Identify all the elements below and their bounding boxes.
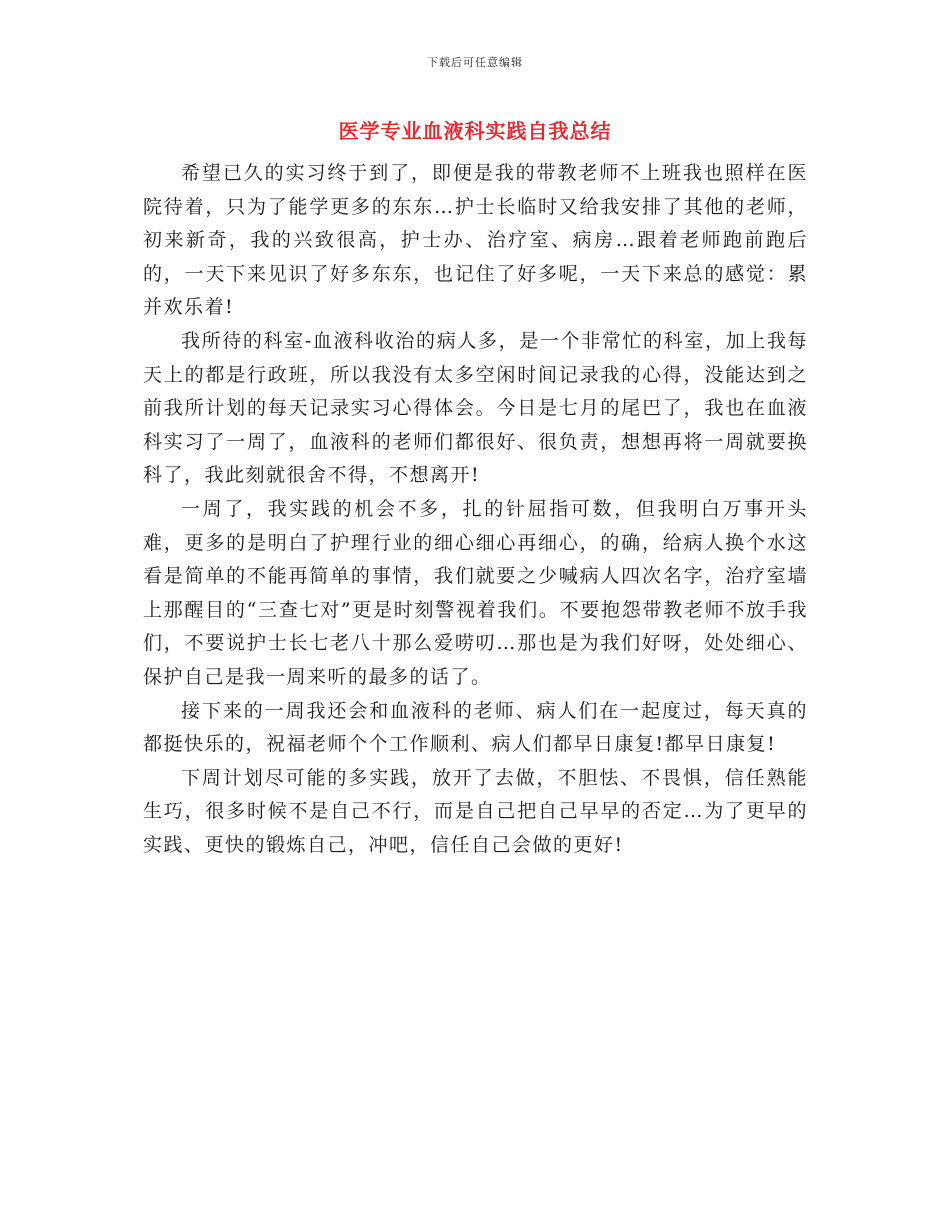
paragraph: 接下来的一周我还会和血液科的老师、病人们在一起度过，每天真的都挺快乐的，祝福老师个个工作顺利、病人们都早日康复!都早日康复! [143, 699, 808, 756]
header-note: 下载后可任意编辑 [427, 56, 523, 69]
paragraph: 一周了，我实践的机会不多，扎的针屈指可数，但我明白万事开头难，更多的是明白了护理行业的细心细心再细心，的确，给病人换个水这看是简单的不能再简单的事情，我们就要之少喊病人四次名字，治疗室墙上那醒目的“三查七对”更是时刻警视着我们。不要抱怨带教老师不放手我们，不要说护士长七老八十那么爱唠叨…那也是为我们好呀，处处细心、保护自己是我一周来听的最多的话了。 [143, 497, 808, 688]
paragraph: 我所待的科室-血液科收治的病人多，是一个非常忙的科室，加上我每天上的都是行政班，所以我没有太多空闲时间记录我的心得，没能达到之前我所计划的每天记录实习心得体会。今日是七月的尾巴了，我也在血液科实习了一周了，血液科的老师们都很好、很负责，想想再将一周就要换科了，我此刻就很舍不得，不想离开! [143, 329, 808, 487]
document-body [143, 157, 808, 862]
paragraph: 下周计划尽可能的多实践，放开了去做，不胆怯、不畏惧，信任熟能生巧，很多时候不是自己不行，而是自己把自己早早的否定…为了更早的实践、更快的锻炼自己，冲吧，信任自己会做的更好! [143, 766, 808, 856]
paragraph: 希望已久的实习终于到了，即便是我的带教老师不上班我也照样在医院待着，只为了能学更多的东东…护士长临时又给我安排了其他的老师，初来新奇，我的兴致很高，护士办、治疗室、病房…跟着老师跑前跑后的，一天下来见识了好多东东，也记住了好多呢，一天下来总的感觉：累并欢乐着! [143, 162, 808, 319]
document-title: 医学专业血液科实践自我总结 [338, 119, 612, 143]
